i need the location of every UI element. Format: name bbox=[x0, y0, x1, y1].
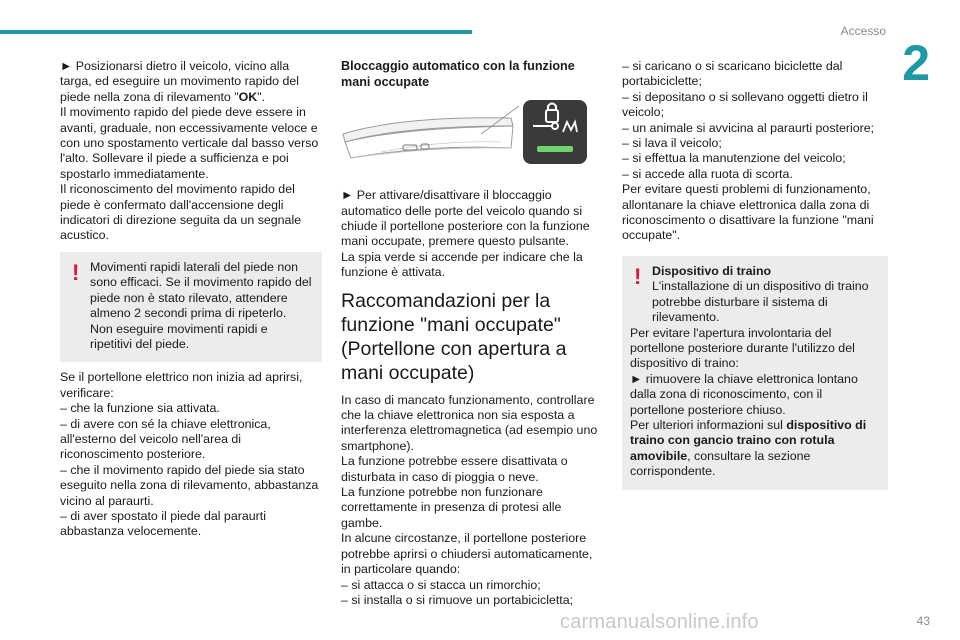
warning-title: Dispositivo di traino bbox=[652, 263, 772, 278]
section-heading: Raccomandazioni per la funzione "mani occupate" (Portellone con apertura a mani occupate) bbox=[341, 289, 567, 384]
list-item: – si depositano o si sollevano oggetti dietro il veicolo; bbox=[622, 89, 868, 120]
paragraph: ► Per attivare/disattivare il bloccaggio automatico delle porte del veicolo quando si chiude il portellone posteriore con la funzione mani occupate, premere questo pulsante. bbox=[341, 188, 590, 249]
column-2 bbox=[341, 59, 603, 608]
list-item: – di avere con sé la chiave elettronica, all'esterno del veicolo nell'area di riconoscimento posteriore. bbox=[60, 416, 271, 462]
column-3 bbox=[622, 59, 888, 498]
warning-text: ► rimuovere la chiave elettronica lontano dalla zona di riconoscimento, con il portellone posteriore chiuso. bbox=[630, 371, 858, 417]
paragraph: In caso di mancato funzionamento, controllare che la chiave elettronica non sia esposta a interferenza elettromagnetica (ad esempio uno smartphone). bbox=[341, 392, 598, 453]
list-item: – di aver spostato il piede dal paraurti abbastanza velocemente. bbox=[60, 508, 266, 539]
green-indicator-light bbox=[537, 146, 573, 152]
list-item: – si effettua la manutenzione del veicolo; bbox=[622, 151, 846, 166]
tailgate-illustration bbox=[341, 100, 603, 178]
warning-box bbox=[60, 252, 322, 362]
paragraph: Se il portellone elettrico non inizia ad aprirsi, verificare: bbox=[60, 370, 303, 400]
exclamation-icon: ! bbox=[72, 259, 80, 285]
paragraph: La funzione potrebbe non funzionare correttamente in presenza di protesi alle gambe. bbox=[341, 485, 562, 530]
chapter-number: 2 bbox=[902, 35, 930, 91]
list-item: – un animale si avvicina al paraurti posteriore; bbox=[622, 120, 875, 135]
subheading: Bloccaggio automatico con la funzione mani occupate bbox=[341, 59, 575, 89]
list-item: – si accede alla ruota di scorta. bbox=[622, 166, 793, 181]
warning-text: Movimenti rapidi laterali del piede non sono efficaci. Se il movimento rapido del piede non è stato rilevato, attendere almeno 2 secondi prima di ripeterlo. bbox=[90, 259, 312, 321]
paragraph: La funzione potrebbe essere disattivata o disturbata in caso di pioggia o neve. bbox=[341, 454, 568, 484]
paragraph: ► Posizionarsi dietro il veicolo, vicino alla targa, ed eseguire un movimento rapido del piede nella zona di rilevamento "OK". bbox=[60, 59, 300, 104]
warning-text: Per ulteriori informazioni sul dispositivo di traino con gancio traino con rotula amovibile, consultare la sezione corrispondente. bbox=[630, 417, 867, 479]
paragraph: La spia verde si accende per indicare che la funzione è attivata. bbox=[341, 249, 583, 280]
header-accent-bar bbox=[0, 30, 472, 34]
paragraph: Per evitare questi problemi di funzionamento, allontanare la chiave elettronica dalla zona di riconoscimento o disattivare la funzione "mani occupate". bbox=[622, 182, 874, 243]
warning-box bbox=[622, 256, 888, 490]
list-item: – che il movimento rapido del piede sia stato eseguito nella zona di rilevamento, abbastanza vicino al paraurti. bbox=[60, 462, 319, 508]
list-item: – si attacca o si stacca un rimorchio; bbox=[341, 577, 541, 592]
watermark: carmanualsonline.info bbox=[560, 611, 759, 633]
paragraph: Il movimento rapido del piede deve essere in avanti, graduale, non eccessivamente veloce e con uno spostamento verticale dal basso verso l'alto. Sollevare il piede a sufficienza e poi spostarlo immediatamente. bbox=[60, 105, 319, 181]
tailgate-drawing-icon bbox=[341, 104, 521, 174]
list-item: – si installa o si rimuove un portabicicletta; bbox=[341, 592, 574, 607]
paragraph: In alcune circostanze, il portellone posteriore potrebbe aprirsi o chiudersi automaticamente, in particolare quando: bbox=[341, 531, 593, 577]
warning-text: Per evitare l'apertura involontaria del portellone posteriore durante l'utilizzo del dispositivo di traino: bbox=[630, 325, 855, 371]
exclamation-icon: ! bbox=[634, 263, 642, 289]
page-number: 43 bbox=[916, 614, 930, 628]
list-item: – si caricano o si scaricano biciclette dal portabiciclette; bbox=[622, 59, 843, 89]
handsfree-lock-button-icon bbox=[523, 100, 587, 164]
section-title: Accesso bbox=[840, 24, 886, 38]
warning-text: L'installazione di un dispositivo di traino potrebbe disturbare il sistema di rilevamento. bbox=[652, 279, 869, 325]
lock-foot-symbol-icon bbox=[523, 100, 587, 144]
list-item: – che la funzione sia attivata. bbox=[60, 401, 220, 416]
paragraph: Il riconoscimento del movimento rapido del piede è confermato dall'accensione degli indicatori di direzione seguita da un segnale acustico. bbox=[60, 182, 302, 243]
warning-text: Non eseguire movimenti rapidi e ripetitivi del piede. bbox=[90, 321, 268, 351]
list-item: – si lava il veicolo; bbox=[622, 136, 722, 151]
column-1 bbox=[60, 59, 322, 540]
